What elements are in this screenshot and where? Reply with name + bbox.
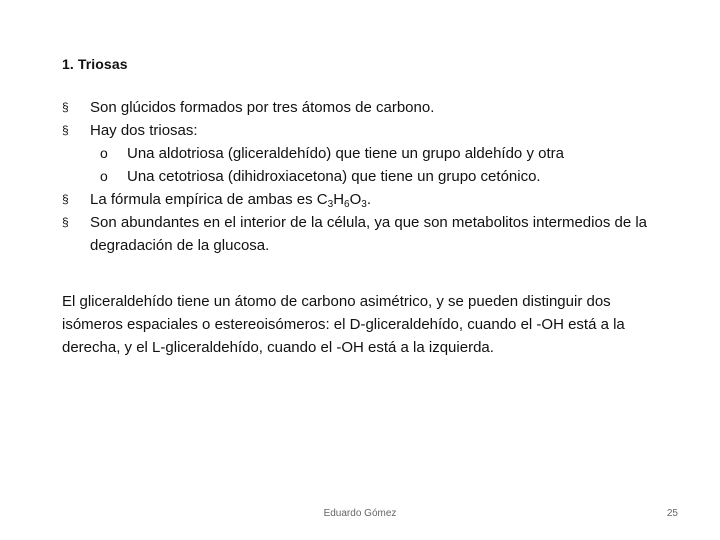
formula-h-sub: 6 xyxy=(344,199,350,210)
formula-o: O xyxy=(349,191,362,208)
sub-item xyxy=(62,142,662,165)
formula-h: H xyxy=(333,191,345,208)
sub-marker: o xyxy=(100,145,108,161)
bullet-list xyxy=(62,96,662,257)
bullet-marker: § xyxy=(62,215,69,229)
bullet-marker: § xyxy=(62,123,69,137)
bullet-item xyxy=(62,188,662,211)
bullet-text: Hay dos triosas: xyxy=(90,122,198,139)
section-heading: 1. Triosas xyxy=(62,56,128,72)
sub-item-text: Una cetotriosa (dihidroxiacetona) que tiene un grupo cetónico. xyxy=(127,168,541,185)
bullet-item xyxy=(62,211,662,257)
bullet-item xyxy=(62,96,662,119)
sub-marker: o xyxy=(100,168,108,184)
bullet-text: Son abundantes en el interior de la célula, ya que son metabolitos intermedios de la degradación de la glucosa. xyxy=(90,214,648,254)
sub-item-text: Una aldotriosa (gliceraldehído) que tiene un grupo aldehído y otra xyxy=(127,145,564,162)
body-paragraph: El gliceraldehído tiene un átomo de carbono asimétrico, y se pueden distinguir dos isómeros espaciales o estereoisómeros: el D-gliceraldehído, cuando el -OH está a la derecha, y el L-gliceraldehído, cuando el -OH está a la izquierda. xyxy=(62,293,625,356)
bullet-item xyxy=(62,119,662,142)
bullet-marker: § xyxy=(62,100,69,114)
formula-o-sub: 3 xyxy=(361,199,367,210)
footer-author: Eduardo Gómez xyxy=(323,508,397,519)
bullet-text: Son glúcidos formados por tres átomos de carbono. xyxy=(90,99,435,116)
formula-line xyxy=(90,191,371,208)
bullet-marker: § xyxy=(62,192,69,206)
formula-c: C xyxy=(316,191,328,208)
formula-prefix: La fórmula empírica de ambas es xyxy=(90,191,317,208)
formula-suffix: . xyxy=(366,191,371,208)
page-number: 25 xyxy=(666,508,678,519)
sub-item xyxy=(62,165,662,188)
formula-c-sub: 3 xyxy=(327,199,334,210)
